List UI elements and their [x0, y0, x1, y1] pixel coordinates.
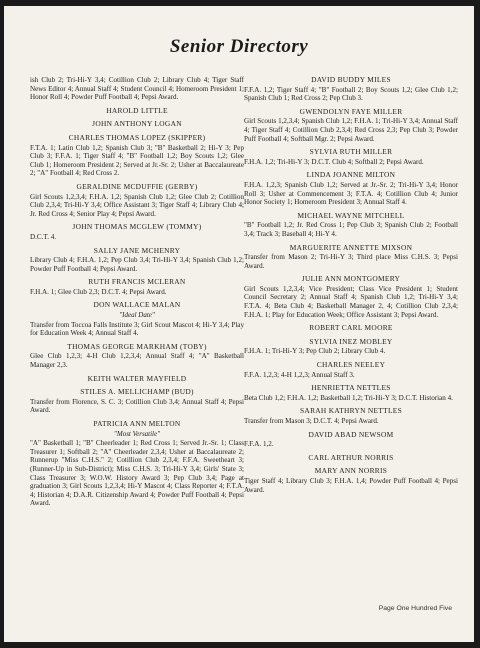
- directory-entry: [30, 343, 244, 370]
- directory-entry: [244, 108, 458, 143]
- directory-entry: [30, 76, 244, 102]
- senior-name: GERALDINE MCDUFFIE (GERBY): [76, 181, 198, 191]
- senior-title: "Ideal Date": [119, 311, 155, 320]
- senior-name: SALLY JANE MCHENRY: [93, 245, 181, 255]
- activities-text: F.F.A. 1,2.: [244, 440, 274, 449]
- activities-text: Beta Club 1,2; F.H.A. 1,2; Basketball 1,2; Tri-Hi-Y 3; D.C.T. Historian 4.: [244, 393, 453, 402]
- senior-name: LINDA JOANNE MILTON: [306, 170, 396, 180]
- senior-name: SYLVIA RUTH MILLER: [309, 147, 393, 157]
- activities-text: "B" Football 1,2; Jr. Red Cross 1; Pep Club 3; Spanish Club 2; Football 3,4; Track 3; Baseball 4; Hi-Y 4.: [244, 221, 458, 238]
- senior-name: MARGUERITE ANNETTE MIXSON: [289, 242, 413, 252]
- activities-text: Transfer from Florence, S. C. 3; Cotillion Club 3,4; Annual Staff 4; Pepsi Award.: [30, 397, 244, 415]
- directory-entry: [244, 384, 458, 402]
- activities-text: Glee Club 1,2,3; 4-H Club 1,2,3,4; Annual Staff 4; "A" Basketball Manager 2,3.: [30, 352, 244, 370]
- directory-entry: [244, 338, 458, 356]
- senior-name: CHARLES NEELEY: [316, 360, 386, 370]
- activities-text: F.H.A. 1; Tri-Hi-Y 3; Pep Club 2; Library Club 4.: [244, 347, 386, 356]
- directory-entry: [244, 431, 458, 449]
- senior-name: DON WALLACE MALAN: [93, 300, 181, 310]
- directory-entry: [30, 301, 244, 337]
- activities-text: ish Club 2; Tri-Hi-Y 3,4; Cotillion Club 2; Library Club 4; Tiger Staff News Editor 4; Annual Staff 4; Student Council 4; Homeroom President 1; Honor Roll 4; Powder Puff Football 4; Pepsi Award.: [30, 76, 244, 102]
- directory-entry: [30, 223, 244, 241]
- activities-text: F.T.A. 1; Latin Club 1,2; Spanish Club 3; "B" Basketball 2; Hi-Y 3; Pep Club 3; F.F.A. 1; Tiger Staff 4; "B" Football 1,2; Boy Scouts 1,2; Glee Club 1; Homeroom President 2; Served at Jr.-Sr. 2; Usher at Baccalaureate 2; "A" Football 4; Red Cross 2.: [30, 143, 244, 178]
- directory-entry: [244, 76, 458, 103]
- directory-entry: [30, 107, 244, 116]
- activities-text: F.H.A. 1,2; Tri-Hi-Y 3; D.C.T. Club 4; Softball 2; Pepsi Award.: [244, 157, 424, 166]
- page-number: Page One Hundred Five: [378, 605, 452, 612]
- activities-text: F.F.A. 1,2; Tiger Staff 4; "B" Football 2; Boy Scouts 1,2; Glee Club 1,2; Spanish Club 1; Red Cross 2; Pep Club 3.: [244, 85, 458, 103]
- activities-text: Transfer from Toccoa Falls Institute 3; Girl Scout Mascot 4; Hi-Y 3,4; Play for Education Week 4; Annual Staff 4.: [30, 320, 244, 338]
- senior-name: HAROLD LITTLE: [106, 105, 168, 115]
- senior-name: CHARLES THOMAS LOPEZ (SKIPPER): [68, 132, 206, 142]
- directory-entry: [244, 148, 458, 166]
- right-column: [244, 76, 458, 499]
- senior-name: SYLVIA INEZ MOBLEY: [309, 336, 393, 346]
- directory-entry: [244, 212, 458, 239]
- activities-text: D.C.T. 4.: [30, 232, 57, 241]
- senior-name: MARY ANN NORRIS: [314, 466, 388, 476]
- activities-text: Girl Scouts 1,2,3,4; Vice President; Class Vice President 1; Student Council Secretary 2; Annual Staff 4; Spanish Club 1,2; Tri-Hi-Y 3,4; F.T.A. 4; Beta Club 4; Basketball Manager 2, 4; Cotillion Club 2,3,4; F.H.A. 1; Play for Education Week; Office Assistant 3; Pepsi Award.: [244, 284, 458, 319]
- directory-entry: [30, 278, 244, 296]
- senior-name: HENRIETTA NETTLES: [311, 383, 391, 393]
- senior-name: ROBERT CARL MOORE: [309, 323, 393, 333]
- activities-text: F.H.A. 1; Glee Club 2,3; D.C.T. 4; Pepsi Award.: [30, 287, 167, 296]
- activities-text: "A" Basketball 1; "B" Cheerleader 1; Red Cross 1; Served Jr.-Sr. 1; Class Treasurer 1; Softball 2; "A" Cheerleader 2,3,4; Usher at Baccalaureate 2; Runnerup "Miss C.H.S." 2; Cotillion Club 2,3,4; F.F.A. Sweetheart 3; (Runner-Up in Sub-District); Miss C.H.S. 3; Tri-Hi-Y 3,4; Girls' State 3; Class Treasurer 3; W.O.W. History Award 3; Pep Club 3,4; Page at graduation 3; Girl Scouts 1,2,3,4; Hi-Y Mascot 4; Class Reporter 4; F.T.A. 4; Historian 4; D.A.R. Citizenship Award 4; Powder Puff Football 4; Pepsi Award.: [30, 439, 244, 508]
- activities-text: Library Club 4; F.H.A. 1,2; Pep Club 3,4; Tri-Hi-Y 3,4; Spanish Club 1,2; Powder Puff Football 4; Pepsi Award.: [30, 256, 244, 273]
- directory-entry: [30, 388, 244, 415]
- directory-entry: [244, 324, 458, 333]
- senior-name: STILES A. MELLICHAMP (BUD): [80, 387, 194, 397]
- senior-name: JOHN THOMAS MCGLEW (TOMMY): [72, 222, 202, 232]
- senior-name: SARAH KATHRYN NETTLES: [300, 406, 402, 416]
- senior-name: MICHAEL WAYNE MITCHELL: [297, 210, 405, 220]
- senior-name: JOHN ANTHONY LOGAN: [92, 119, 182, 129]
- directory-entry: [244, 275, 458, 319]
- yearbook-page: [4, 6, 474, 642]
- activities-text: F.F.A. 1,2,3; 4-H 1,2,3; Annual Staff 3.: [244, 370, 355, 379]
- senior-name: JULIE ANN MONTGOMERY: [301, 274, 401, 284]
- senior-name: CARL ARTHUR NORRIS: [308, 452, 394, 462]
- senior-name: PATRICIA ANN MELTON: [93, 419, 181, 428]
- senior-name: GWENDOLYN FAYE MILLER: [299, 106, 403, 116]
- directory-entry: [244, 171, 458, 206]
- directory-entry: [30, 375, 244, 384]
- senior-title: "Most Versatile": [113, 429, 161, 438]
- page-title: Senior Directory: [169, 36, 309, 57]
- directory-entry: [30, 120, 244, 129]
- senior-name: DAVID ABAD NEWSOM: [308, 429, 394, 439]
- directory-entry: [244, 407, 458, 425]
- directory-entry: [244, 361, 458, 379]
- directory-entry: [30, 420, 244, 508]
- directory-entry: [244, 467, 458, 494]
- directory-entry: [30, 134, 244, 178]
- senior-name: KEITH WALTER MAYFIELD: [87, 373, 187, 383]
- left-column: [30, 76, 244, 513]
- activities-text: Tiger Staff 4; Library Club 3; F.H.A. 1,4; Powder Puff Football 4; Pepsi Award.: [244, 476, 458, 494]
- activities-text: F.H.A. 1,2,3; Spanish Club 1,2; Served at Jr.-Sr. 2; Tri-Hi-Y 3,4; Honor Roll 3; Usher at Commencement 3; F.T.A. 4; Cotillion Club 4; Junior Honor Society 1; Homeroom President 3; Annual Staff 4.: [244, 180, 458, 207]
- senior-name: RUTH FRANCIS MCLERAN: [88, 277, 186, 287]
- directory-entry: [244, 454, 458, 463]
- activities-text: Transfer from Mason 2; Tri-Hi-Y 3; Third place Miss C.H.S. 3; Pepsi Award.: [244, 253, 458, 270]
- activities-text: Girl Scouts 1,2,3,4; F.H.A. 1,2; Spanish Club 1,2; Glee Club 2; Cotillion Club 2,3,4; Tri-Hi-Y 3,4; Office Assistant 3; Tiger Staff 4; Library Club 4; Jr. Red Cross 4; Senior Play 4; Pepsi Award.: [30, 192, 244, 218]
- activities-text: Transfer from Mason 3; D.C.T. 4; Pepsi Award.: [244, 417, 379, 425]
- senior-name: DAVID BUDDY MILES: [311, 75, 391, 84]
- directory-entry: [30, 247, 244, 274]
- directory-entry: [244, 244, 458, 271]
- senior-name: THOMAS GEORGE MARKHAM (TOBY): [67, 341, 207, 351]
- directory-entry: [30, 183, 244, 218]
- activities-text: Girl Scouts 1,2,3,4; Spanish Club 1,2; F.H.A. 1; Tri-Hi-Y 3,4; Annual Staff 4; Tiger Staff 4; Cotillion Club 2,3,4; Red Cross 2,3; Pep Club 3; Powder Puff Football 4; Softball Mgr. 2; Pepsi Award.: [244, 117, 458, 143]
